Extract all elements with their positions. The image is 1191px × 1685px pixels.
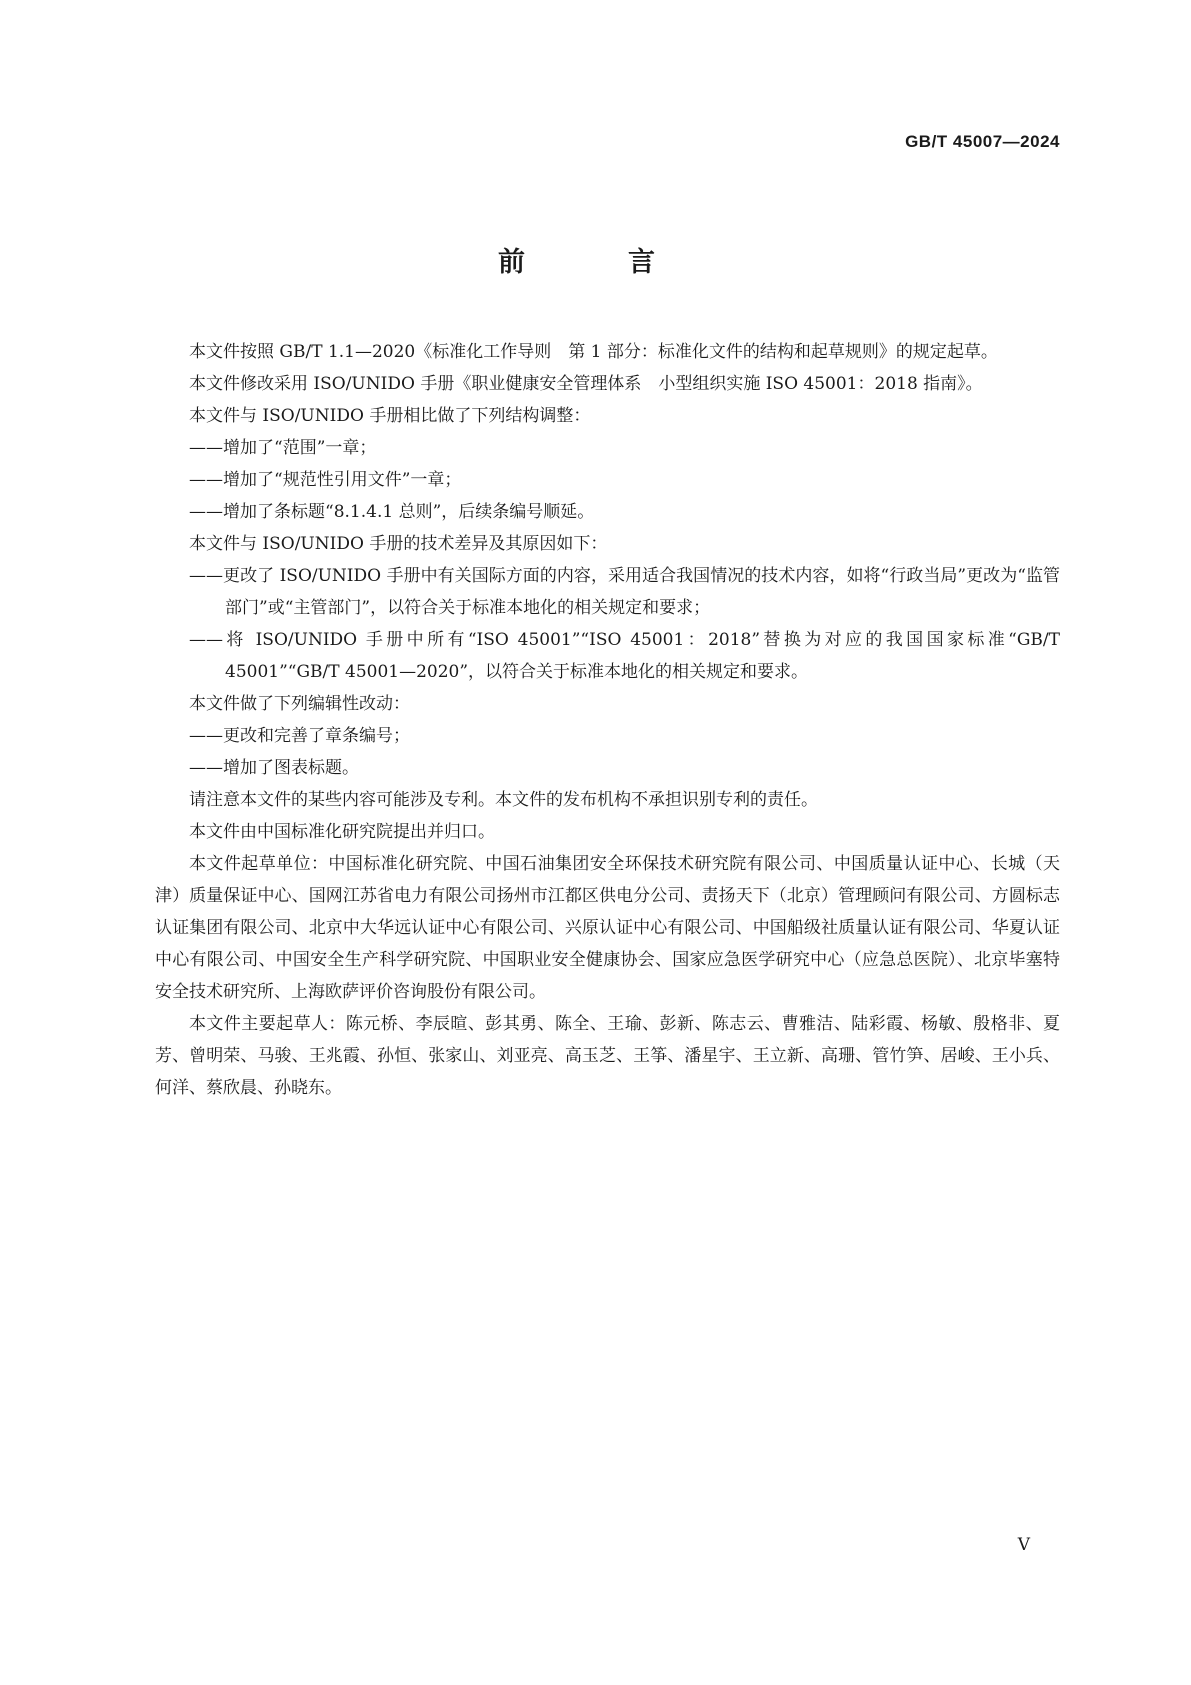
list-item: ——更改了 ISO/UNIDO 手册中有关国际方面的内容，采用适合我国情况的技术内容，如将“行政当局”更改为“监管部门”或“主管部门”，以符合关于标准本地化的相关规定和要求； xyxy=(189,566,1060,618)
page-title: 前 言 xyxy=(498,247,693,278)
list-item: ——更改和完善了章条编号； xyxy=(189,726,410,746)
list-item: ——将 ISO/UNIDO 手册中所有“ISO 45001”“ISO 45001：2018”替换为对应的我国国家标准“GB/T 45001”“GB/T 45001—2020”，以符合关于标准本地化的相关规定和要求。 xyxy=(189,630,1060,682)
paragraph: 本文件与 ISO/UNIDO 手册相比做了下列结构调整： xyxy=(189,406,591,426)
paragraph: 本文件按照 GB/T 1.1—2020《标准化工作导则 第 1 部分：标准化文件的结构和起草规则》的规定起草。 xyxy=(189,342,998,362)
standard-code: GB/T 45007—2024 xyxy=(905,132,1060,151)
paragraph: 请注意本文件的某些内容可能涉及专利。本文件的发布机构不承担识别专利的责任。 xyxy=(189,790,818,810)
paragraph: 本文件做了下列编辑性改动： xyxy=(189,694,410,714)
page-number: V xyxy=(1017,1535,1030,1555)
paragraph: 本文件修改采用 ISO/UNIDO 手册《职业健康安全管理体系 小型组织实施 ISO 45001：2018 指南》。 xyxy=(189,374,983,394)
paragraph: 本文件由中国标准化研究院提出并归口。 xyxy=(189,822,495,842)
list-item: ——增加了“规范性引用文件”一章； xyxy=(189,470,462,490)
paragraph: 本文件主要起草人：陈元桥、李辰暄、彭其勇、陈全、王瑜、彭新、陈志云、曹雅洁、陆彩霞、杨敏、殷格非、夏芳、曾明荣、马骏、王兆霞、孙恒、张家山、刘亚亮、高玉芝、王筝、潘星宇、王立新、高珊、管竹笋、居峻、王小兵、何洋、蔡欣晨、孙晓东。 xyxy=(155,1014,1060,1098)
document-body xyxy=(155,336,1060,1104)
paragraph: 本文件起草单位：中国标准化研究院、中国石油集团安全环保技术研究院有限公司、中国质量认证中心、长城（天津）质量保证中心、国网江苏省电力有限公司扬州市江都区供电分公司、责扬天下（北京）管理顾问有限公司、方圆标志认证集团有限公司、北京中大华远认证中心有限公司、兴原认证中心有限公司、中国船级社质量认证有限公司、华夏认证中心有限公司、中国安全生产科学研究院、中国职业安全健康协会、国家应急医学研究中心（应急总医院）、北京毕塞特安全技术研究所、上海欧萨评价咨询股份有限公司。 xyxy=(155,854,1060,1002)
paragraph: 本文件与 ISO/UNIDO 手册的技术差异及其原因如下： xyxy=(189,534,608,554)
list-item: ——增加了条标题“8.1.4.1 总则”，后续条编号顺延。 xyxy=(189,502,595,522)
list-item: ——增加了图表标题。 xyxy=(189,758,359,778)
list-item: ——增加了“范围”一章； xyxy=(189,438,377,458)
